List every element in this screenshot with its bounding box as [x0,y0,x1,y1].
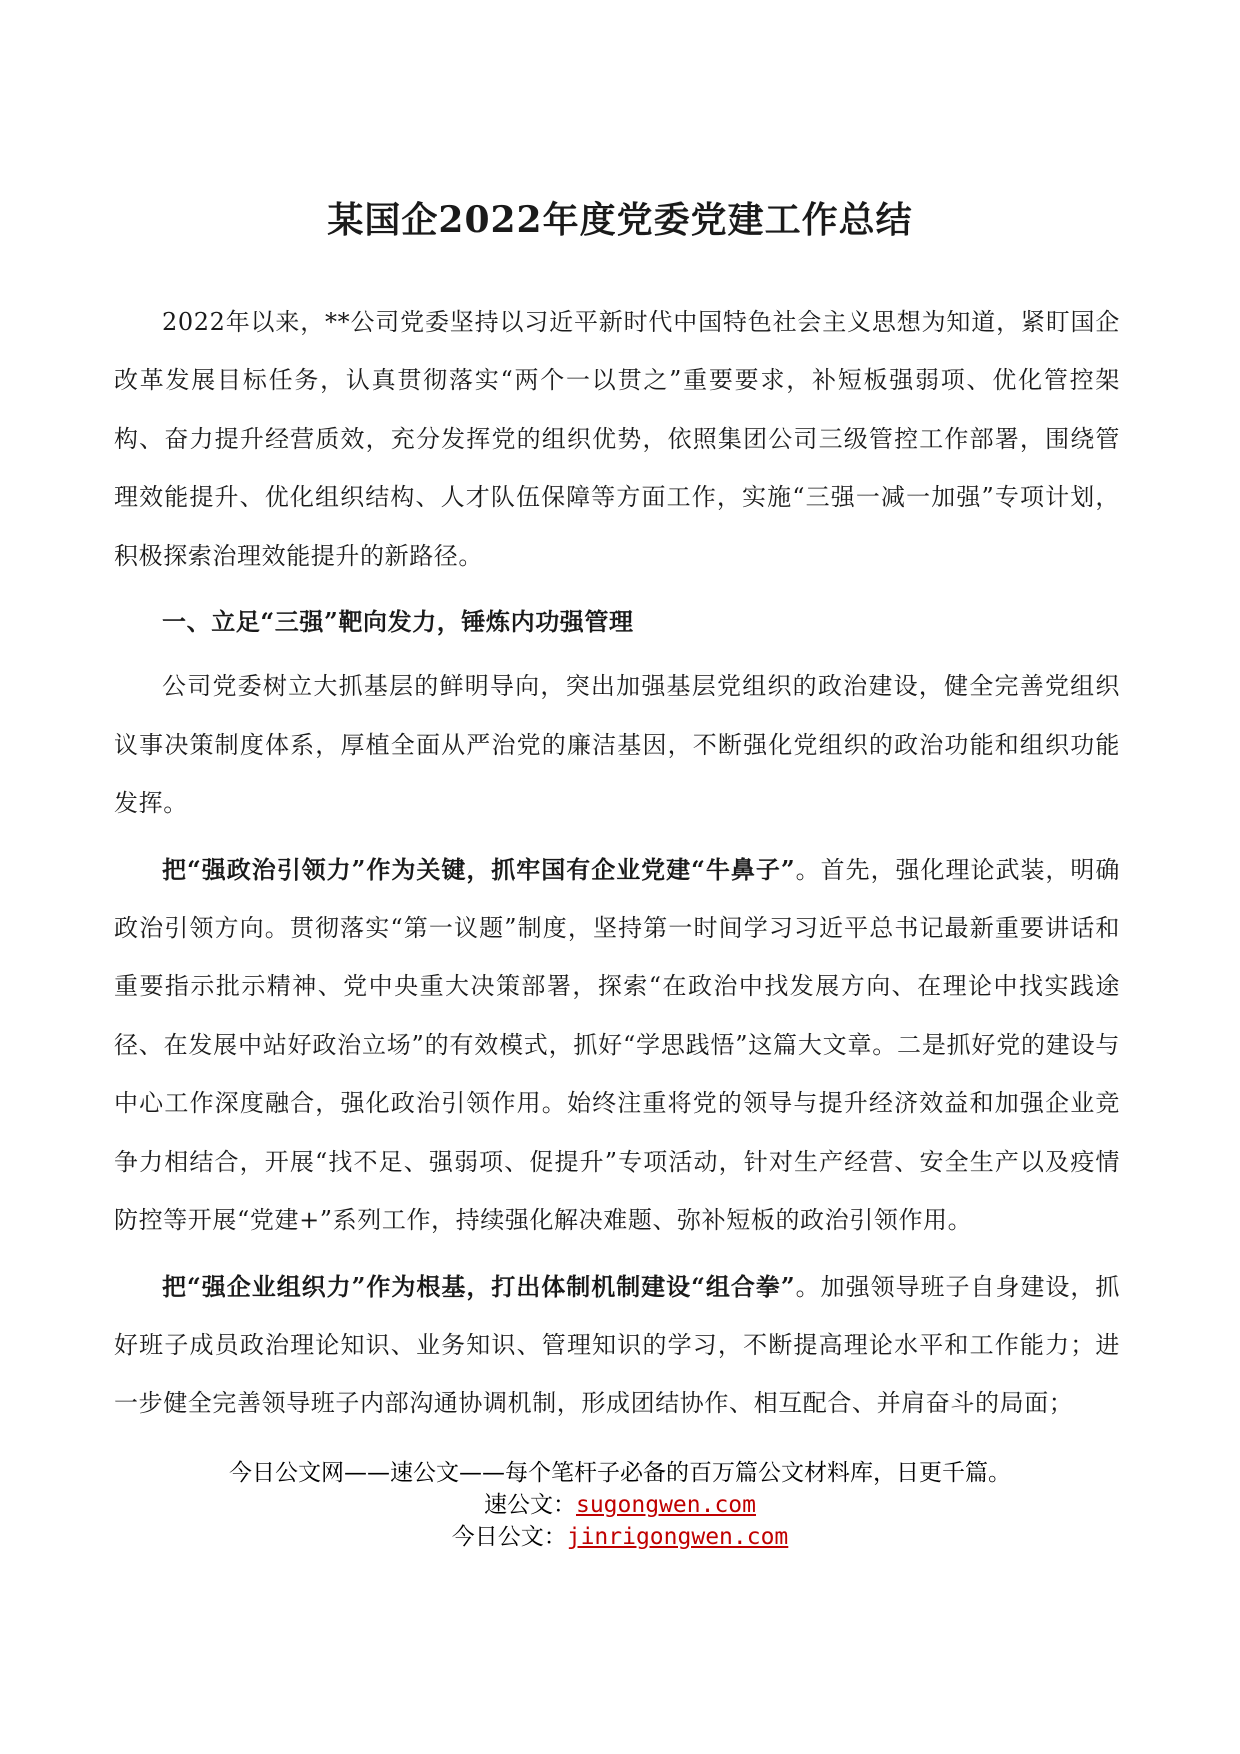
footer-site-1-label: 速公文： [483,1492,576,1518]
paragraph-lead-bold: 把“强政治引领力”作为关键，抓牢国有企业党建“牛鼻子” [162,854,796,884]
footer-promo [0,1457,1240,1553]
section-heading-1: 一、立足“三强”靶向发力，锤炼内功强管理 [162,607,634,637]
intro-paragraph: 2022年以来，**公司党委坚持以习近平新时代中国特色社会主义思想为知道，紧盯国企改革发展目标任务，认真贯彻落实“两个一以贯之”重要要求，补短板强弱项、优化管控架构、奋力提升经营质效，充分发挥党的组织优势，依照集团公司三级管控工作部署，围绕管理效能提升、优化组织结构、人才队伍保障等方面工作，实施“三强一减一加强”专项计划，积极探索治理效能提升的新路径。 [114,308,1120,570]
footer-slogan: 今日公文网——速公文——每个笔杆子必备的百万篇公文材料库，日更千篇。 [229,1460,1011,1486]
footer-site-1 [0,1489,1240,1521]
document-body [114,293,1120,1433]
paragraph-body-text: 。加强领导班子自身建设，抓好班子成员政治理论知识、业务知识、管理知识的学习，不断提高理论水平和工作能力；进一步健全完善领导班子内部沟通协调机制，形成团结协作、相互配合、并肩奋斗的局面； [114,1272,1120,1418]
paragraph-body-text: 。首先，强化理论武装，明确政治引领方向。贯彻落实“第一议题”制度，坚持第一时间学习习近平总书记最新重要讲话和重要指示批示精神、党中央重大决策部署，探索“在政治中找发展方向、在理论中找实践途径、在发展中站好政治立场”的有效模式，抓好“学思践悟”这篇大文章。二是抓好党的建设与中心工作深度融合，强化政治引领作用。始终注重将党的领导与提升经济效益和加强企业竞争力相结合，开展“找不足、强弱项、促提升”专项活动，针对生产经营、安全生产以及疫情防控等开展“党建+”系列工作，持续强化解决难题、弥补短板的政治引领作用。 [114,855,1120,1235]
footer-site-2 [0,1521,1240,1553]
footer-site-2-label: 今日公文： [451,1524,567,1550]
jinrigongwen-link[interactable]: jinrigongwen.com [566,1524,789,1550]
section1-paragraph-2 [114,841,1120,1250]
document-title: 某国企2022年度党委党建工作总结 [327,199,913,241]
sugongwen-link[interactable]: sugongwen.com [575,1492,756,1518]
paragraph-lead-bold: 把“强企业组织力”作为根基，打出体制机制建设“组合拳” [162,1271,796,1301]
section1-paragraph-3 [114,1258,1120,1433]
section1-paragraph-1: 公司党委树立大抓基层的鲜明导向，突出加强基层党组织的政治建设，健全完善党组织议事决策制度体系，厚植全面从严治党的廉洁基因，不断强化党组织的政治功能和组织功能发挥。 [114,672,1120,818]
